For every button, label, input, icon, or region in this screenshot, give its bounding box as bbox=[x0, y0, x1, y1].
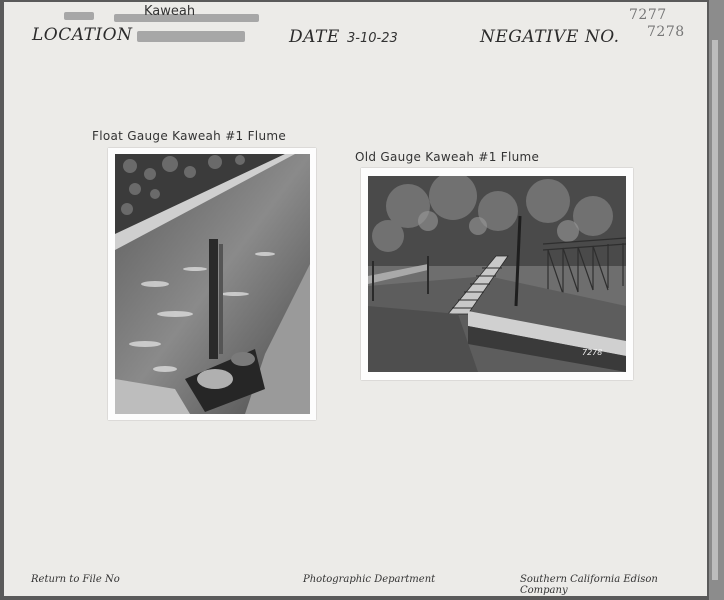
location-label: LOCATION bbox=[32, 25, 133, 45]
float-gauge-photo-image bbox=[115, 154, 310, 414]
photo-print-number: 7278 bbox=[582, 348, 603, 357]
date-value: 3-10-23 bbox=[347, 31, 398, 46]
photo-frame-1 bbox=[108, 148, 316, 420]
negative-label: NEGATIVE NO. bbox=[480, 27, 620, 47]
old-gauge-photo-image bbox=[368, 176, 626, 372]
photo-caption-1: Float Gauge Kaweah #1 Flume bbox=[92, 129, 287, 143]
redacted-mark bbox=[137, 31, 245, 42]
photo-caption-2: Old Gauge Kaweah #1 Flume bbox=[355, 150, 540, 164]
footer-return-to-file: Return to File No bbox=[31, 574, 120, 585]
negative-number-1: 7277 bbox=[629, 7, 667, 23]
photo-float-gauge bbox=[115, 154, 310, 414]
photo-frame-2 bbox=[361, 168, 633, 380]
footer-photographic-department: Photographic Department bbox=[303, 574, 436, 585]
scan-edge-strip bbox=[709, 0, 724, 600]
photo-old-gauge bbox=[368, 176, 626, 372]
date-label: DATE bbox=[289, 27, 340, 47]
archive-card bbox=[4, 2, 707, 596]
location-value: Kaweah bbox=[144, 4, 196, 19]
redacted-mark bbox=[64, 12, 94, 20]
footer-company-name: Southern California Edison Company bbox=[520, 574, 658, 596]
negative-number-2: 7278 bbox=[647, 24, 685, 40]
